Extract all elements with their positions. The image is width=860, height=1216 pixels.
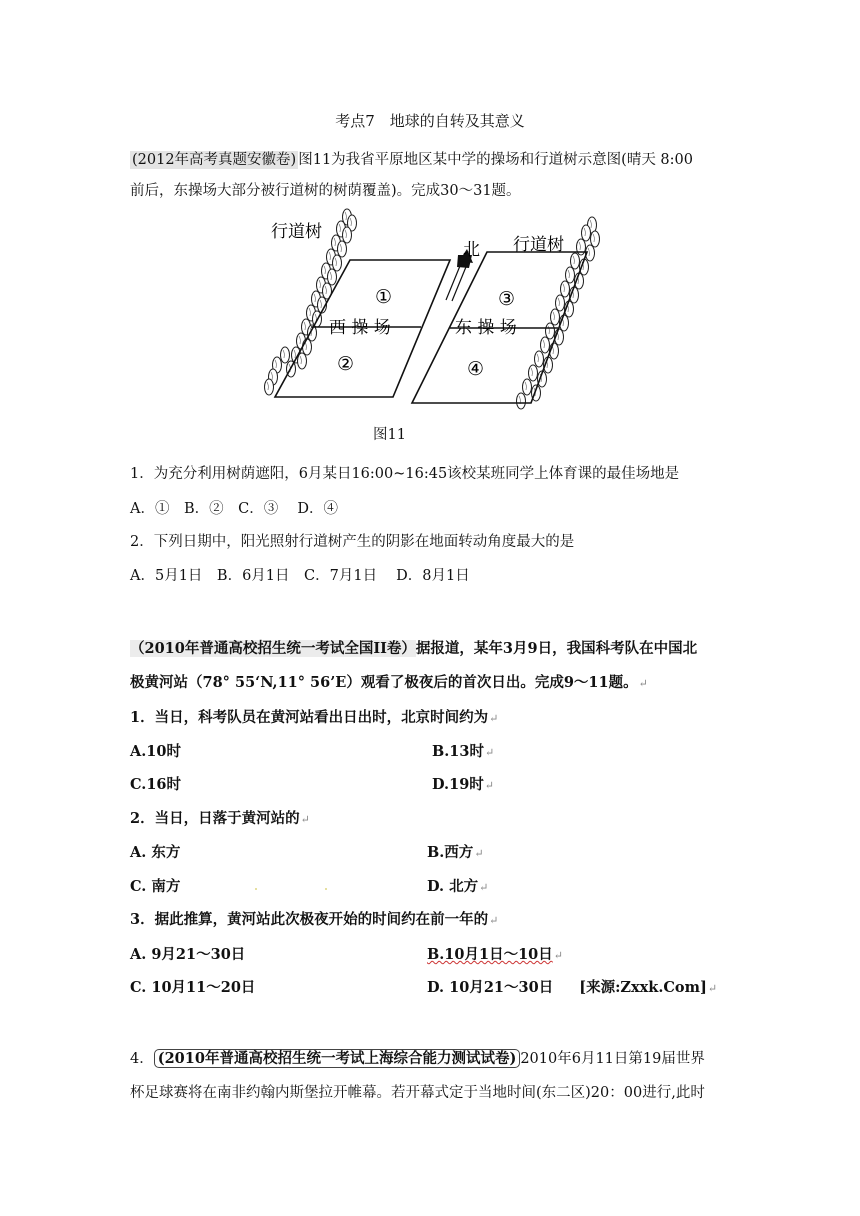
q1-source: (2012年高考真题安徽卷) — [132, 152, 297, 168]
q2-sub2-option-d: D. 北方↵ — [427, 878, 489, 895]
section-title: 考点7 地球的自转及其意义 — [335, 112, 525, 130]
q2-sub3-option-d: D. 10月21～30日 [来源:Zxxk.Com]↵ — [427, 979, 718, 996]
q2-stem-text1: 据报道，某年3月9日，我国科考队在中国北 — [415, 640, 698, 657]
q3-number: 4． — [130, 1051, 154, 1067]
q2-sub3-option-b: B.10月1日～10日↵ — [427, 946, 563, 963]
label-tree-left: 行道树 — [271, 222, 322, 242]
q2-sub1-option-d: D.19时↵ — [432, 776, 495, 793]
q2-sub2-option-c: C. 南方 — [130, 878, 181, 895]
q2-stem-line2: 极黄河站（78° 55‘N,11° 56’E）观看了极夜后的首次日出。完成9～11题。↵ — [130, 674, 648, 691]
q1-sub2-options: A．5月1日 B．6月1日 C．7月1日 D．8月1日 — [130, 568, 470, 584]
label-east-playground: 东 操 场 — [455, 318, 517, 338]
label-num2: ② — [337, 353, 355, 375]
q2-sub1-option-b: B.13时↵ — [432, 743, 495, 760]
q2-sub1-text: 1．当日，科考队员在黄河站看出日出时，北京时间约为↵ — [130, 709, 499, 726]
q2-sub3-option-c: C. 10月11～20日 — [130, 979, 256, 996]
label-num1: ① — [375, 286, 393, 308]
q1-sub1-text: 1．为充分利用树荫遮阳，6月某日16:00~16:45该校某班同学上体育课的最佳场地是 — [130, 466, 680, 482]
source-tag: [来源:Zxxk.Com] — [579, 979, 707, 996]
figure-11-playground — [255, 205, 605, 420]
q2-source: （2010年普通高校招生统一考试全国II卷） — [130, 640, 416, 657]
label-num3: ③ — [498, 288, 516, 310]
q3-stem-line2: 杯足球赛将在南非约翰内斯堡拉开帷幕。若开幕式定于当地时间(东二区)20：00进行,此时 — [130, 1085, 705, 1101]
label-west-playground: 西 操 场 — [329, 318, 391, 338]
q1-stem-line1 — [130, 148, 693, 169]
q3-stem-line1 — [130, 1047, 705, 1068]
q1-sub2-text: 2．下列日期中，阳光照射行道树产生的阴影在地面转动角度最大的是 — [130, 534, 575, 550]
q2-sub1-option-c: C.16时 — [130, 776, 182, 793]
q3-source: (2010年普通高校招生统一考试上海综合能力测试试卷) — [154, 1049, 521, 1068]
figure-caption: 图11 — [373, 427, 406, 443]
q2-sub2-option-a: A. 东方 — [130, 844, 181, 861]
q2-stem-line1 — [130, 637, 697, 658]
q2-sub2-text: 2．当日，日落于黄河站的↵ — [130, 810, 310, 827]
q1-stem-line2: 前后，东操场大部分被行道树的树荫覆盖)。完成30～31题。 — [130, 183, 521, 199]
q2-sub3-option-a: A. 9月21～30日 — [130, 946, 246, 963]
q2-sub2-option-b: B.西方↵ — [427, 844, 484, 861]
q3-stem-text1: 2010年6月11日第19届世界 — [520, 1051, 705, 1067]
q1-sub1-options: A．① B．② C．③ D．④ — [130, 501, 338, 517]
label-north: 北 — [463, 240, 480, 260]
q2-sub1-option-a: A.10时 — [130, 743, 181, 760]
q1-stem-text1: 图11为我省平原地区某中学的操场和行道树示意图(晴天 8:00 — [298, 152, 693, 168]
label-tree-right: 行道树 — [513, 235, 564, 255]
label-num4: ④ — [467, 358, 485, 380]
q2-sub3-text: 3．据此推算，黄河站此次极夜开始的时间约在前一年的↵ — [130, 911, 499, 928]
